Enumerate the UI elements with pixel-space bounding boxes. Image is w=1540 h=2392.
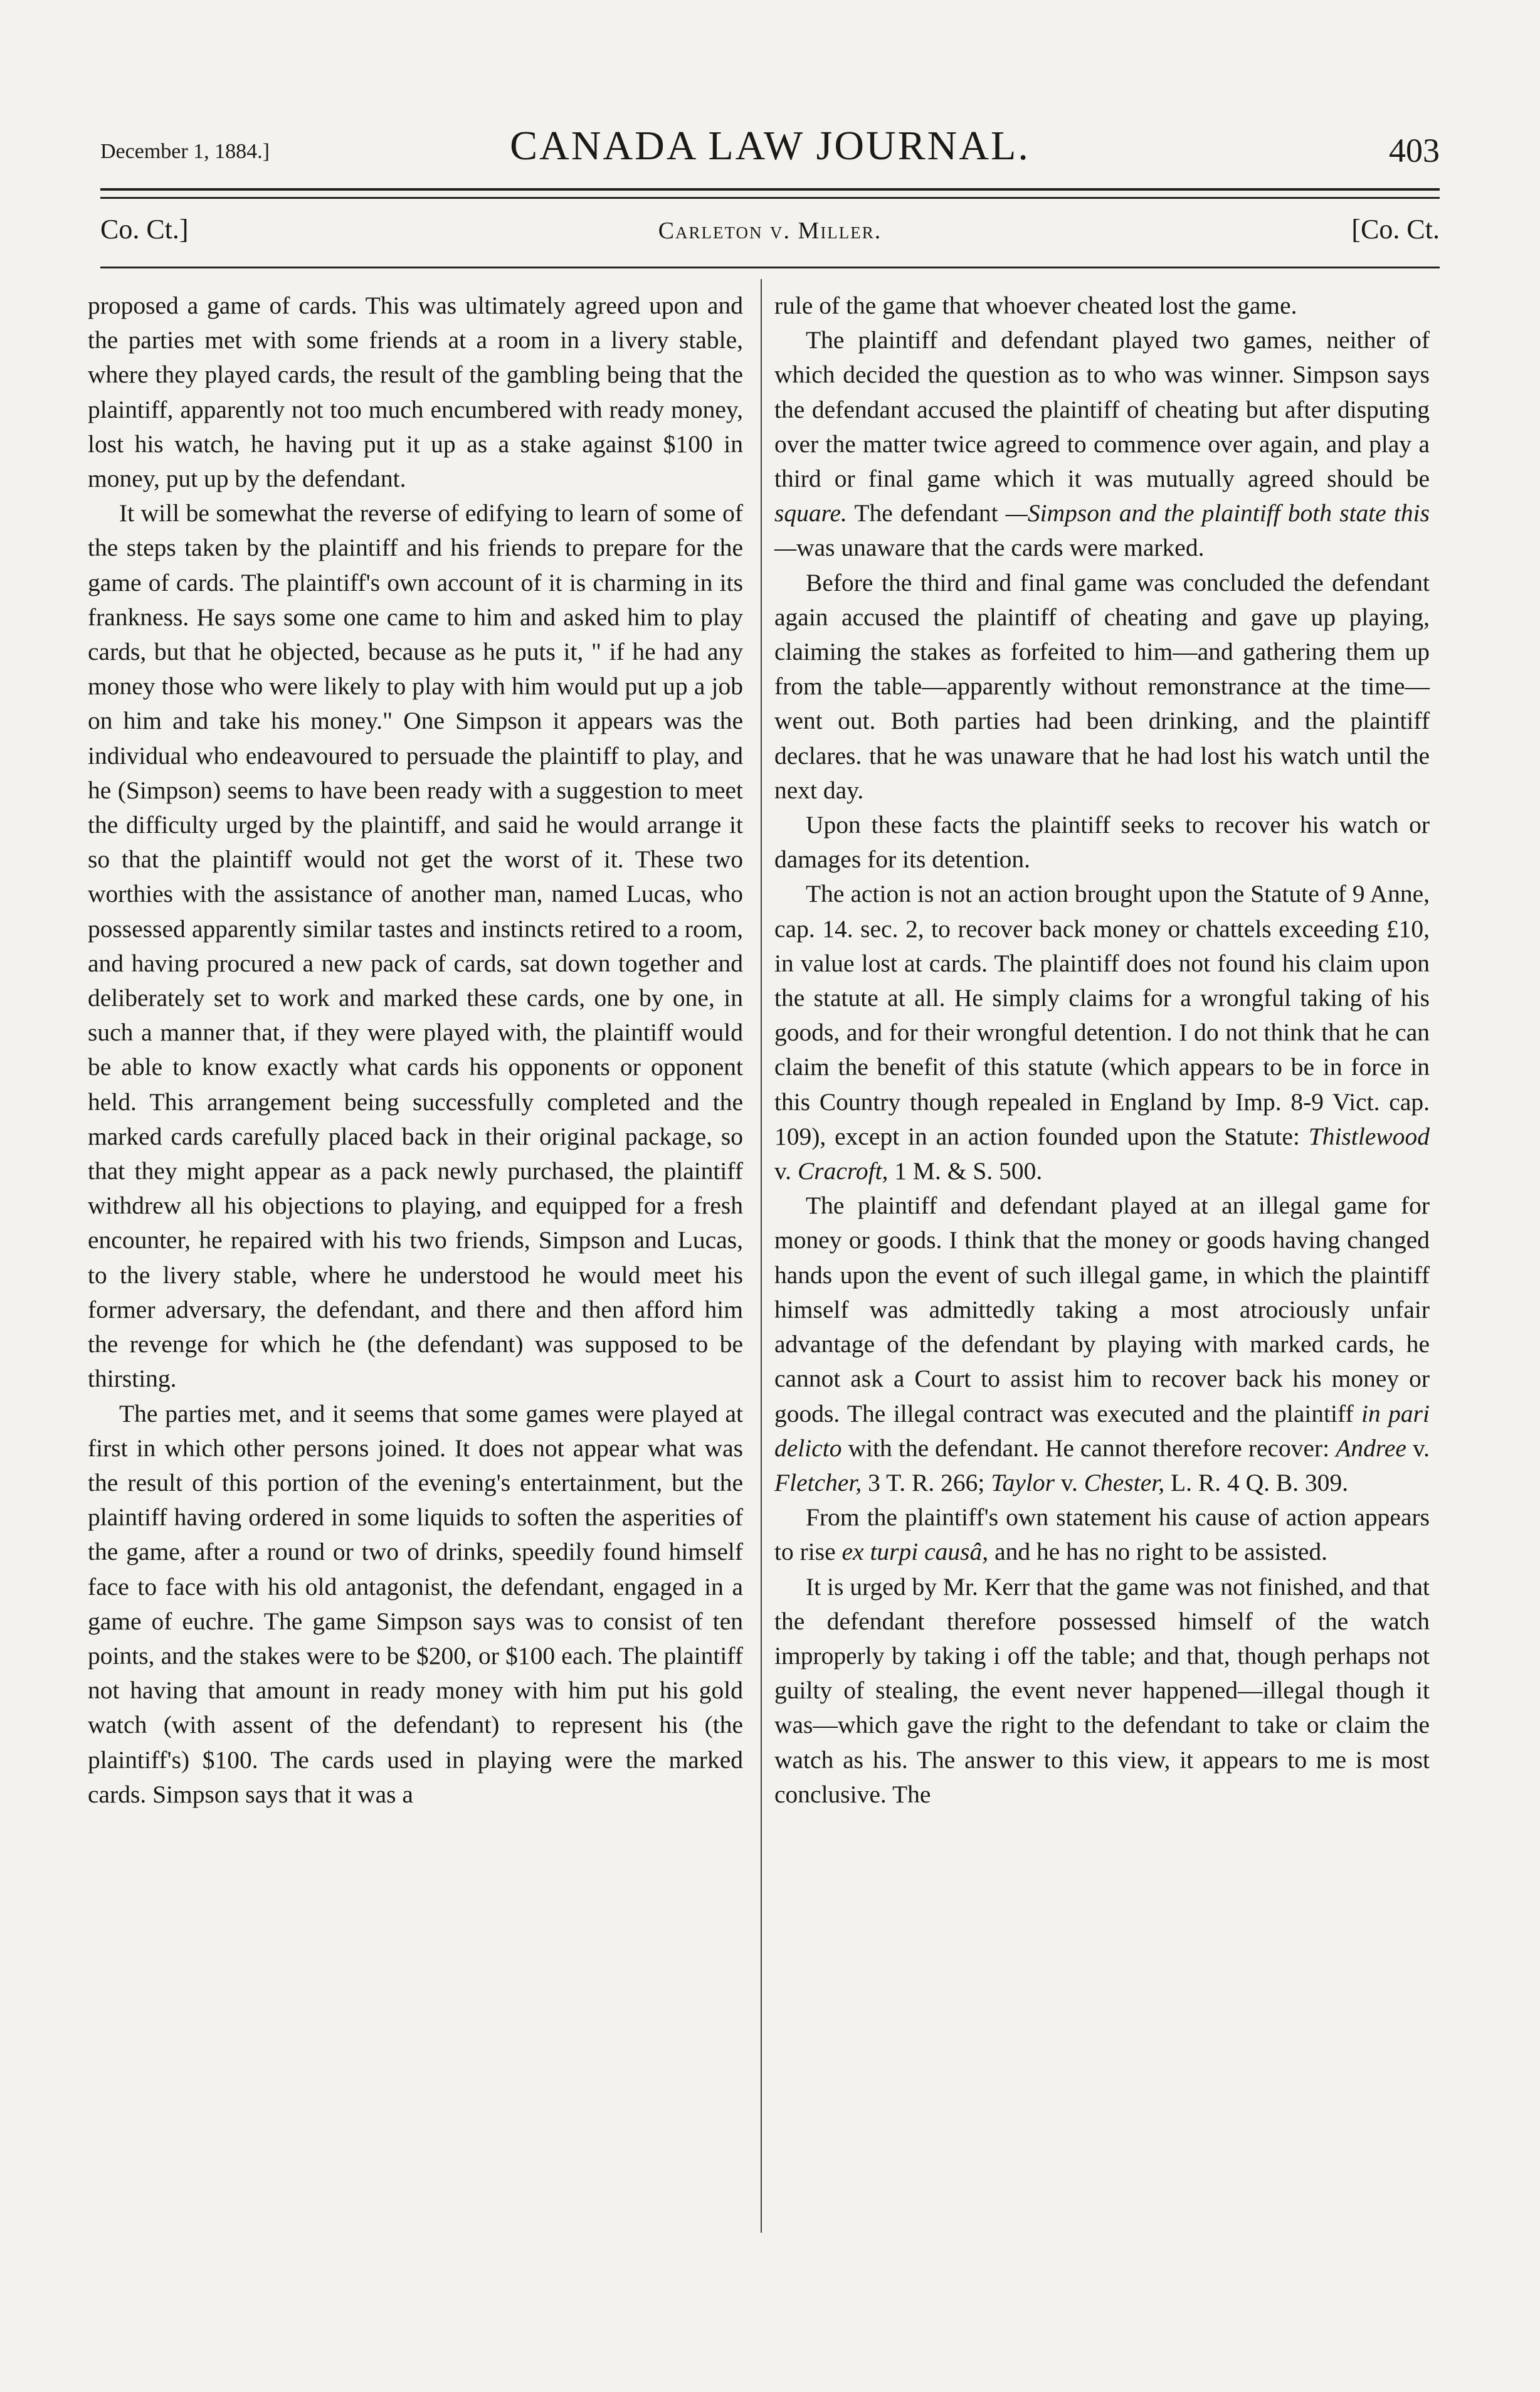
paragraph: rule of the game that whoever cheated lost the game. [774, 292, 1297, 319]
court-left: Co. Ct.] [100, 214, 189, 245]
paragraph: The action is not an action brought upon the Statute of 9 Anne, cap. 14. sec. 2, to recover back money or chattels exceeding £10, in value lost at cards. The plaintiff does not found his claim upon the statute at all. He simply claims for a wrongful taking of his goods, and for their wrongful detention. I do not think that he can claim the benefit of this statute (which appears to be in force in this Country though repealed in England by Imp. 8-9 Vict. cap. 109), except in an action founded upon the Statute: Thistlewood v. Cracroft, 1 M. & S. 500. [774, 880, 1430, 1185]
paragraph: Upon these facts the plaintiff seeks to recover his watch or damages for its detention. [774, 811, 1430, 874]
paragraph: The plaintiff and defendant played two games, neither of which decided the question as to who was winner. Simpson says the defendant accused the plaintiff of cheating but after disputing over the matter twice agreed to commence over again, and play a third or final game which it was mutually agreed should be square. The defendant —Simpson and the plaintiff both state this—was unaware that the cards were marked. [774, 326, 1430, 562]
case-header-rule [100, 267, 1440, 268]
case-name: Carleton v. Miller. [658, 218, 882, 244]
right-column [774, 288, 1430, 1812]
paragraph: proposed a game of cards. This was ultimately agreed upon and the parties met with some friends at a room in a livery stable, where they played cards, the result of the gambling being that the plaintiff, apparently not too much encumbered with ready money, lost his watch, he having put it up as a stake against $100 in money, put up by the defendant. [88, 292, 743, 493]
paragraph: Before the third and final game was concluded the defendant again accused the plaintiff of cheating and gave up playing, claiming the stakes as forfeited to him—and gathering them up from the table—apparently without remonstrance at the time—went out. Both parties had been drinking, and the plaintiff declares. that he was unaware that he had lost his watch until the next day. [774, 568, 1430, 804]
journal-title: CANADA LAW JOURNAL. [510, 123, 1030, 169]
paragraph: From the plaintiff's own statement his cause of action appears to rise ex turpi causâ, and he has no right to be assisted. [774, 1503, 1430, 1566]
paragraph: The parties met, and it seems that some games were played at first in which other persons joined. It does not appear what was the result of this portion of the evening's entertainment, but the plaintiff having ordered in some liquids to soften the asperities of the game, after a round or two of drinks, speedily found himself face to face with his old antagonist, the defendant, engaged in a game of euchre. The game Simpson says was to consist of ten points, and the stakes were to be $200, or $100 each. The plaintiff not having that amount in ready money with him put his gold watch (with assent of the defendant) to represent his (the plaintiff's) $100. The cards used in playing were the marked cards. Simpson says that it was a [88, 1399, 743, 1808]
court-right: [Co. Ct. [1351, 214, 1440, 245]
running-head [100, 122, 1440, 179]
paragraph: It will be somewhat the reverse of edifying to learn of some of the steps taken by the plaintiff and his friends to prepare for the game of cards. The plaintiff's own account of it is charming in its frankness. He says some one came to him and asked him to play cards, but that he objected, because as he puts it, " if he had any money those who were likely to play with him would put up a job on him and take his money." One Simpson it appears was the individual who endeavoured to persuade the plaintiff to play, and he (Simpson) seems to have been ready with a suggestion to meet the difficulty urged by the plaintiff, and said he would arrange it so that the plaintiff would not get the worst of it. These two worthies with the assistance of another man, named Lucas, who possessed apparently similar tastes and instincts retired to a room, and having procured a new pack of cards, sat down together and deliberately set to work and marked these cards, one by one, in such a manner that, if they were played with, the plaintiff would be able to know exactly what cards his opponents or opponent held. This arrangement being successfully completed and the marked cards carefully placed back in their original package, so that they might appear as a pack newly purchased, the plaintiff withdrew all his objections to playing, and equipped for a fresh encounter, he repaired with his two friends, Simpson and Lucas, to the livery stable, where he understood he would meet his former adversary, the defendant, and there and then afford him the revenge for which he (the defendant) was supposed to be thirsting. [88, 499, 743, 1393]
column-divider [761, 279, 762, 2233]
page-number: 403 [1389, 132, 1440, 169]
paragraph: It is urged by Mr. Kerr that the game was not finished, and that the defendant therefore possessed himself of the watch improperly by taking i off the table; and that, though perhaps not guilty of stealing, the event never happened—illegal though it was—which gave the right to the defendant to take or claim the watch as his. The answer to this view, it appears to me is most conclusive. The [774, 1572, 1430, 1808]
issue-date: December 1, 1884.] [100, 140, 270, 163]
case-header [100, 213, 1440, 257]
header-double-rule [100, 188, 1440, 199]
paragraph: The plaintiff and defendant played at an illegal game for money or goods. I think that the money or goods having changed hands upon the event of such illegal game, in which the plaintiff himself was admittedly taking a most atrociously unfair advantage of the defendant by playing with marked cards, he cannot ask a Court to assist him to recover back his money or goods. The illegal contract was executed and the plaintiff in pari delicto with the defendant. He cannot therefore recover: Andree v. Fletcher, 3 T. R. 266; Taylor v. Chester, L. R. 4 Q. B. 309. [774, 1192, 1430, 1496]
left-column [88, 288, 743, 1812]
